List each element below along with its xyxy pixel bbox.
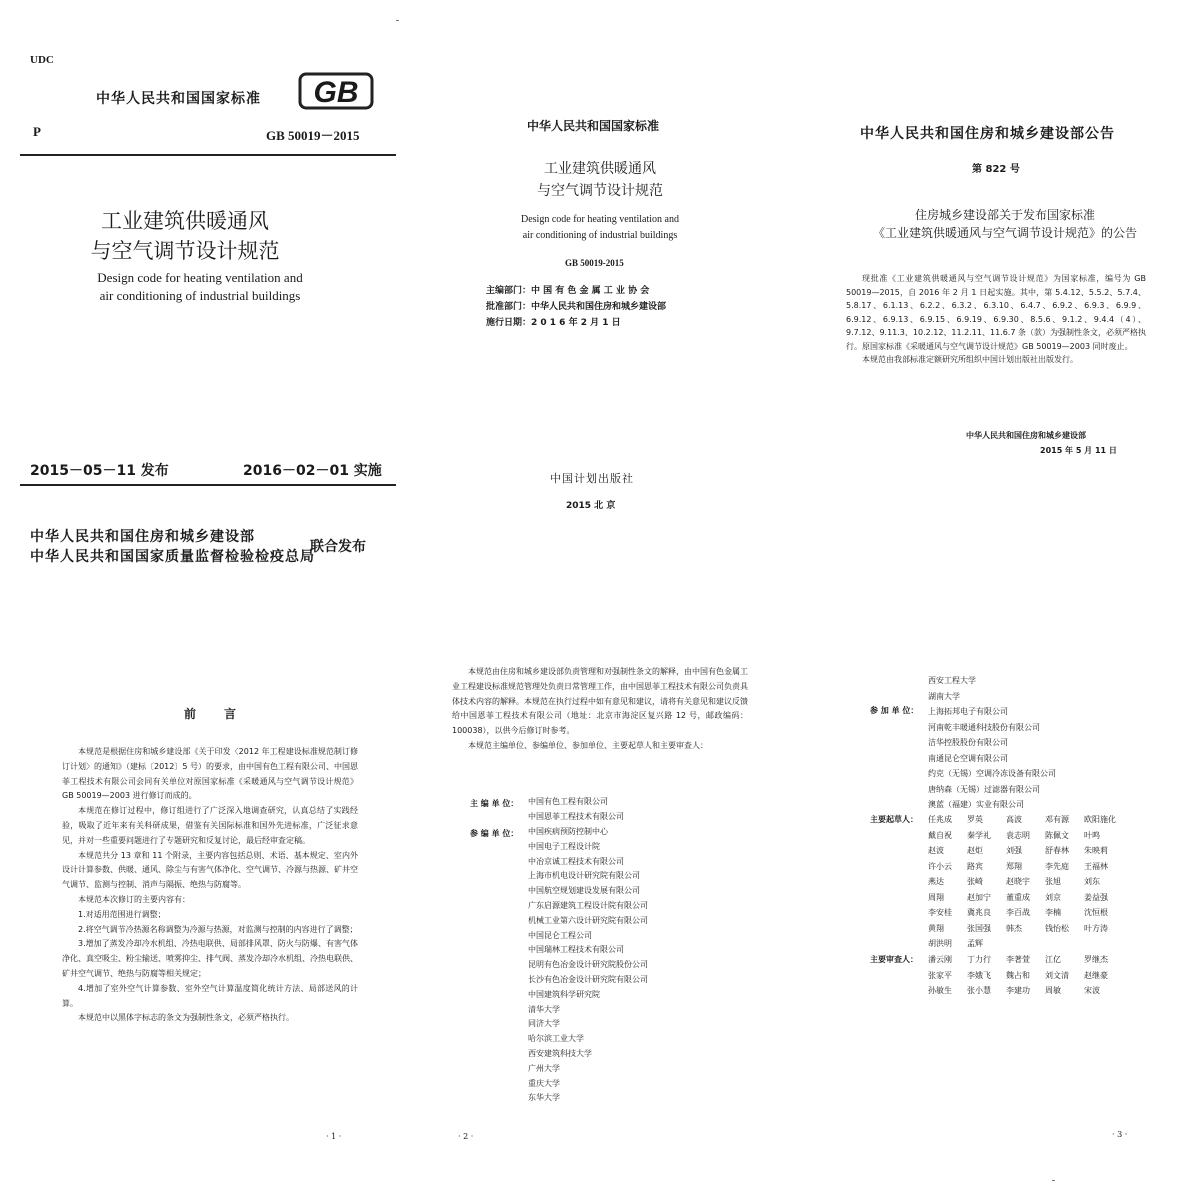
person-name: 赵继豪	[1084, 970, 1108, 980]
person-name: 燕达	[928, 877, 944, 886]
foreword-paragraph: 本规范共分 13 章和 11 个附录，主要内容包括总则、术语、基本规定、室内外设计计算参数、供暖、通风、除尘与有害气体净化、空气调节、冷源与热源、矿井空气调节、监测与控制、消声与隔振、绝热与防腐等。	[62, 850, 358, 890]
person-name: 李著萱	[1006, 955, 1030, 964]
foreword-body	[62, 745, 358, 1026]
foreword-paragraph: 4.增加了室外空气计算参数、室外空气计算温度简化统计方法、局部送风的计算。	[62, 983, 358, 1008]
page-number: · 1 ·	[326, 1132, 342, 1141]
person-name: 周敏	[1045, 986, 1061, 995]
unit-name: 中国昆仑工程公司	[528, 930, 592, 940]
person-name: 宋波	[1084, 986, 1100, 995]
top-rule	[20, 154, 396, 156]
person-name: 李安桂	[928, 908, 952, 917]
person-name: 袁志明	[1006, 830, 1030, 840]
unit-name: 约克（无锡）空调冷冻设备有限公司	[928, 769, 1056, 778]
unit-name: 中国疾病预防控制中心	[528, 827, 608, 836]
person-name: 姜益强	[1084, 892, 1108, 902]
page-number: · 3 ·	[1112, 1130, 1128, 1139]
foreword-paragraph: 本规范中以黑体字标志的条文为强制性条文，必须严格执行。	[78, 1013, 294, 1023]
person-name: 朱映莉	[1084, 846, 1108, 855]
effective-date: 施行日期：2 0 1 6 年 2 月 1 日	[486, 318, 621, 328]
foreword-paragraph: 本规范是根据住房和城乡建设部《关于印发〈2012 年工程建设标准规范制订修订计划〉的通知》（建标〔2012〕5 号）的要求，由中国有色工程有限公司、中国恩菲工程技术有限公司会同有关单位对原国家标准《采暖通风与空气调节设计规范》GB 50019—2003 进行修订而成的。	[62, 747, 358, 801]
unit-name: 中国电子工程设计院	[528, 841, 600, 851]
person-name: 魏占和	[1006, 970, 1030, 980]
person-name: 叶鸣	[1084, 830, 1100, 840]
unit-name: 长沙有色冶金设计研究院有限公司	[528, 974, 648, 984]
subtitle-line: 《工业建筑供暖通风与空气调节设计规范》的公告	[872, 226, 1137, 240]
announcement-body	[846, 272, 1146, 367]
english-title-line: air conditioning of industrial buildings	[99, 288, 301, 303]
person-name: 任兆成	[928, 815, 952, 824]
unit-name: 澳蓝（福建）实业有限公司	[928, 800, 1024, 809]
national-standard-label: 中华人民共和国国家标准	[96, 91, 261, 107]
title-line: 与空气调节设计规范	[537, 183, 663, 199]
issuer-aqsiq: 中华人民共和国国家质量监督检验检疫总局	[30, 549, 315, 565]
udc-label: UDC	[30, 54, 54, 66]
scan-mark	[396, 20, 399, 21]
foreword-paragraph: 3.增加了蒸发冷却冷水机组、冷热电联供、局部排风罩、防火与防爆、有害气体净化、真空吸尘、粉尘输送、喷雾抑尘、排气阀、蒸发冷却冷水机组、冷热电联供、矿井空气调节、绝热与防腐等相关规定；	[62, 939, 358, 978]
english-title-line: Design code for heating ventilation and	[97, 270, 303, 285]
unit-name: 中国建筑科学研究院	[528, 989, 600, 999]
title-page-title	[500, 158, 700, 202]
person-name: 冀兆良	[967, 908, 991, 917]
publisher-name: 中国计划出版社	[550, 472, 634, 485]
title-page-english	[500, 212, 700, 244]
person-name: 李百战	[1006, 908, 1030, 917]
unit-name: 南通昆仑空调有限公司	[928, 753, 1008, 763]
drafters-label: 主要起草人：	[870, 815, 918, 824]
unit-name: 清华大学	[528, 1004, 560, 1014]
person-name: 李楠	[1045, 908, 1061, 917]
person-name: 张小慧	[967, 986, 991, 995]
person-name: 韩杰	[1006, 923, 1022, 933]
unit-name: 中冶京诚工程技术有限公司	[528, 856, 624, 866]
unit-name: 昆明有色冶金设计研究院股份公司	[528, 960, 648, 970]
foreword-paragraph: 2.将空气调节冷热源名称调整为冷源与热源，对监测与控制的内容进行了调整；	[78, 924, 358, 934]
additional-co-editor-units	[928, 673, 976, 704]
person-name: 赵加宁	[967, 892, 991, 902]
unit-name: 西安建筑科技大学	[528, 1048, 592, 1058]
announcement-signature: 中华人民共和国住房和城乡建设部	[966, 431, 1086, 440]
management-statement	[452, 665, 748, 754]
statement-paragraph: 本规范由住房和城乡建设部负责管理和对强制性条文的解释，由中国有色金属工业工程建设标准规范管理处负责日常管理工作，由中国恩菲工程技术有限公司负责具体技术内容的解释。本规范在执行过程中如有意见和建议，请将有关意见和建议反馈给中国恩菲工程技术有限公司（地址：北京市海淀区复兴路 12 号，邮政编码：100038），以供今后修订时参考。	[452, 667, 748, 736]
person-name: 陈佩文	[1045, 830, 1069, 840]
person-name: 潘云刚	[928, 955, 952, 964]
co-editor-label: 参 编 单 位：	[470, 829, 519, 838]
english-title-line: Design code for heating ventilation and	[520, 214, 679, 225]
statement-paragraph: 本规范主编单位、参编单位、参加单位、主要起草人和主要审查人：	[468, 740, 708, 750]
cover-english-title	[80, 269, 320, 305]
svg-text:GB: GB	[313, 76, 359, 109]
cover-title-line: 与空气调节设计规范	[90, 239, 280, 263]
unit-name: 洁华控股股份有限公司	[928, 738, 1008, 747]
unit-name: 机械工业第六设计研究院有限公司	[528, 915, 648, 925]
standard-number: GB 50019－2015	[266, 128, 360, 143]
person-name: 董重成	[1006, 892, 1030, 902]
person-name: 邓有源	[1045, 815, 1069, 824]
joint-issue-label: 联合发布	[310, 539, 366, 555]
co-editor-units	[528, 825, 648, 1106]
page-number: · 2 ·	[458, 1132, 474, 1141]
person-name: 胡洪明	[928, 939, 952, 948]
unit-name: 中国恩菲工程技术有限公司	[528, 811, 624, 821]
person-name: 李娥飞	[967, 970, 991, 980]
issuer-ministry: 中华人民共和国住房和城乡建设部	[30, 529, 255, 545]
subtitle-line: 住房城乡建设部关于发布国家标准	[914, 208, 1095, 222]
reviewers-label: 主要审查人：	[870, 955, 918, 964]
cover-title	[60, 206, 310, 266]
unit-name: 中国航空规划建设发展有限公司	[528, 886, 640, 896]
scan-mark	[1052, 1180, 1055, 1181]
chief-editor-units	[528, 795, 624, 825]
cover-title-line: 工业建筑供暖通风	[101, 209, 269, 233]
foreword-paragraph: 本规范本次修订的主要内容有：	[78, 894, 190, 904]
person-name: 欧阳施化	[1084, 815, 1116, 824]
unit-name: 同济大学	[528, 1019, 560, 1029]
person-name: 张国强	[967, 923, 991, 933]
person-name: 张崎	[967, 877, 983, 886]
national-standard-label: 中华人民共和国国家标准	[527, 119, 660, 133]
person-name: 李建功	[1006, 986, 1030, 995]
person-name: 赵波	[928, 846, 944, 855]
announcement-paragraph: 现批准《工业建筑供暖通风与空气调节设计规范》为国家标准，编号为 GB 50019—2015，自 2016 年 2 月 1 日起实施。其中，第 5.4.12、5.5.2、5.7.4、5.8.17、6.1.13、6.2.2、6.3.2、6.3.10、6.4.7、6.9.2、6.9.3、6.9.9、6.9.12、6.9.13、6.9.15、6.9.19、6.9.30、8.5.6、9.1.2、9.4.4（4）、9.7.12、9.11.3、10.2.12、11.2.11、11.6.7 条（款）为强制性条文，必须严格执行。原国家标准《采暖通风与空气调节设计规范》GB 50019—2003 同时废止。	[846, 274, 1146, 351]
unit-name: 河南乾丰暖通科技股份有限公司	[928, 722, 1040, 732]
person-name: 丁力行	[967, 955, 991, 964]
approval-department: 批准部门：中华人民共和国住房和城乡建设部	[486, 302, 667, 312]
implementation-date: 2016－02－01 实施	[243, 463, 382, 479]
reviewers-list	[928, 952, 1123, 999]
person-name: 秦学礼	[967, 830, 991, 840]
unit-name: 湖南大学	[928, 691, 960, 701]
person-name: 罗继杰	[1084, 955, 1108, 964]
announcement-date: 2015 年 5 月 11 日	[1040, 446, 1117, 455]
person-name: 刘东	[1084, 877, 1100, 886]
issue-date: 2015－05－11 发布	[30, 463, 169, 479]
standard-number: GB 50019-2015	[565, 258, 624, 268]
person-name: 叶方涛	[1084, 923, 1108, 933]
drafters-list	[928, 812, 1123, 952]
person-name: 戴自祝	[928, 830, 952, 840]
person-name: 刘强	[1006, 846, 1022, 855]
unit-name: 重庆大学	[528, 1078, 560, 1088]
english-title-line: air conditioning of industrial buildings	[522, 230, 678, 241]
person-name: 张家平	[928, 970, 952, 980]
person-name: 沈恒根	[1084, 908, 1108, 917]
person-name: 高波	[1006, 815, 1022, 824]
person-name: 赵炬	[967, 846, 983, 855]
person-name: 黄翔	[928, 923, 944, 933]
unit-name: 广州大学	[528, 1063, 560, 1073]
unit-name: 广东启源建筑工程设计院有限公司	[528, 900, 648, 910]
title-line: 工业建筑供暖通风	[544, 161, 656, 177]
participant-units	[928, 704, 1056, 813]
publish-year-city: 2015 北 京	[566, 501, 616, 511]
announcement-heading: 中华人民共和国住房和城乡建设部公告	[860, 126, 1115, 142]
participant-label: 参 加 单 位：	[870, 706, 919, 715]
person-name: 王福林	[1084, 861, 1108, 871]
unit-name: 哈尔滨工业大学	[528, 1034, 584, 1044]
foreword-title: 前言	[184, 707, 265, 721]
person-name: 周翔	[928, 892, 944, 902]
announcement-paragraph: 本规范由我部标准定额研究所组织中国计划出版社出版发行。	[862, 355, 1078, 364]
chief-editor-label: 主 编 单 位：	[470, 799, 519, 808]
unit-name: 上海市机电设计研究院有限公司	[528, 871, 640, 881]
unit-name: 东华大学	[528, 1093, 560, 1103]
person-name: 刘京	[1045, 892, 1061, 902]
person-name: 孟辉	[967, 939, 983, 948]
unit-name: 中国有色工程有限公司	[528, 797, 608, 806]
person-name: 舒春林	[1045, 846, 1069, 855]
announcement-number: 第 822 号	[972, 164, 1020, 175]
person-name: 张旭	[1045, 877, 1061, 886]
person-name: 刘文清	[1045, 970, 1069, 980]
editor-department: 主编部门：中 国 有 色 金 属 工 业 协 会	[486, 286, 650, 296]
unit-name: 上海拓邦电子有限公司	[928, 707, 1008, 716]
person-name: 许小云	[928, 861, 952, 871]
classification-code: P	[33, 124, 41, 139]
person-name: 钱怡松	[1045, 923, 1069, 933]
person-name: 罗英	[967, 815, 983, 824]
bottom-rule	[20, 484, 396, 486]
person-name: 李先庭	[1045, 861, 1069, 871]
person-name: 孙敏生	[928, 986, 952, 995]
unit-name: 唐纳森（无锡）过滤器有限公司	[928, 784, 1040, 794]
foreword-paragraph: 本规范在修订过程中，修订组进行了广泛深入地调查研究，认真总结了实践经验，吸取了近年来有关科研成果，借鉴有关国际标准和国外先进标准，广泛征求意见，并对一些重要问题进行了专题研究和反复讨论，最后经审查定稿。	[62, 806, 358, 845]
announcement-subtitle	[850, 206, 1160, 242]
foreword-paragraph: 1.对适用范围进行调整；	[78, 909, 166, 919]
person-name: 赵晓宇	[1006, 877, 1030, 886]
person-name: 路宾	[967, 861, 983, 871]
unit-name: 西安工程大学	[928, 676, 976, 685]
person-name: 郑翔	[1006, 861, 1022, 871]
person-name: 江亿	[1045, 955, 1061, 964]
unit-name: 中国瑞林工程技术有限公司	[528, 945, 624, 955]
gb-logo	[298, 70, 374, 112]
